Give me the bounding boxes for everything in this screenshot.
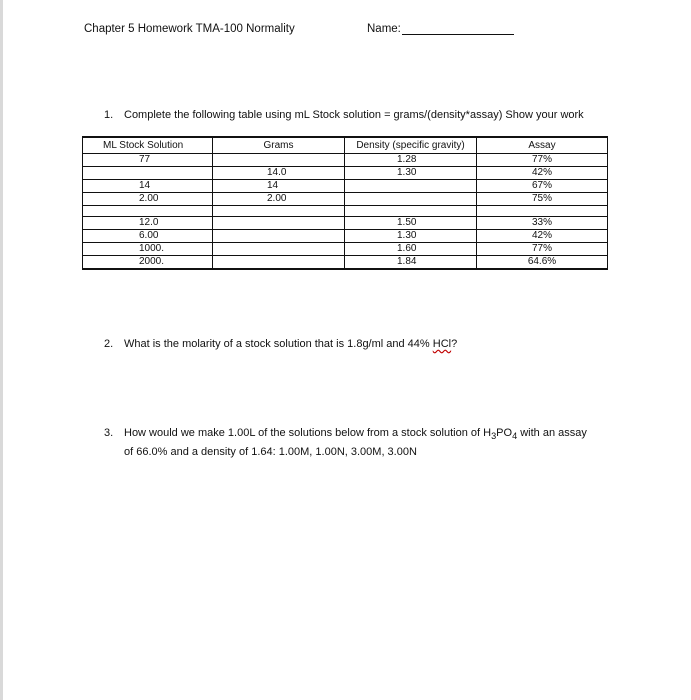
table-row: [83, 180, 608, 193]
question-2-text: What is the molarity of a stock solution that is 1.8g/ml and 44%: [124, 338, 433, 350]
cell-density[interactable]: [345, 206, 477, 217]
name-label: Name:: [367, 23, 401, 35]
cell-assay[interactable]: 42%: [477, 230, 608, 243]
cell-assay[interactable]: 75%: [477, 193, 608, 206]
cell-grams[interactable]: [213, 217, 345, 230]
question-3-text-a: How would we make 1.00L of the solutions below from a stock solution of H: [124, 427, 492, 439]
cell-stock[interactable]: 2.00: [83, 193, 213, 206]
header-assay: Assay: [477, 137, 608, 154]
normality-table: [82, 136, 608, 270]
subscript-3: 3: [491, 431, 497, 442]
cell-density[interactable]: [345, 193, 477, 206]
cell-grams[interactable]: [213, 206, 345, 217]
cell-grams[interactable]: 14.0: [213, 167, 345, 180]
cell-density[interactable]: 1.30: [345, 167, 477, 180]
cell-density[interactable]: 1.84: [345, 256, 477, 270]
cell-assay[interactable]: 42%: [477, 167, 608, 180]
cell-density[interactable]: 1.60: [345, 243, 477, 256]
name-blank-line[interactable]: [402, 23, 514, 35]
table-header-row: [83, 137, 608, 154]
cell-stock[interactable]: 12.0: [83, 217, 213, 230]
cell-density[interactable]: 1.50: [345, 217, 477, 230]
cell-assay[interactable]: 77%: [477, 243, 608, 256]
name-field: [367, 23, 514, 35]
header-grams: Grams: [213, 137, 345, 154]
question-1-number: 1.: [104, 109, 114, 121]
header-density: Density (specific gravity): [345, 137, 477, 154]
table-row-blank: [83, 206, 608, 217]
question-3-number: 3.: [104, 427, 114, 439]
question-3: [104, 425, 624, 460]
cell-grams[interactable]: [213, 230, 345, 243]
table-row: [83, 230, 608, 243]
cell-assay[interactable]: [477, 206, 608, 217]
cell-grams[interactable]: [213, 154, 345, 167]
table-row: [83, 243, 608, 256]
cell-density[interactable]: 1.28: [345, 154, 477, 167]
header-ml-stock-solution: ML Stock Solution: [83, 137, 213, 154]
cell-stock[interactable]: 6.00: [83, 230, 213, 243]
cell-stock[interactable]: [83, 167, 213, 180]
cell-grams[interactable]: [213, 243, 345, 256]
cell-assay[interactable]: 77%: [477, 154, 608, 167]
cell-stock[interactable]: 77: [83, 154, 213, 167]
page-left-edge: [0, 0, 3, 700]
cell-density[interactable]: [345, 180, 477, 193]
cell-stock[interactable]: 2000.: [83, 256, 213, 270]
cell-assay[interactable]: 33%: [477, 217, 608, 230]
question-3-text-c: with an assay: [517, 427, 587, 439]
cell-density[interactable]: 1.30: [345, 230, 477, 243]
spellcheck-flagged-word[interactable]: HCl: [432, 338, 452, 350]
cell-stock[interactable]: 14: [83, 180, 213, 193]
subscript-4: 4: [512, 431, 518, 442]
table-row: [83, 154, 608, 167]
question-1: [104, 109, 584, 121]
cell-stock[interactable]: [83, 206, 213, 217]
table-row: [83, 193, 608, 206]
question-3-text-b: PO: [496, 427, 513, 439]
cell-grams[interactable]: [213, 256, 345, 270]
cell-assay[interactable]: 67%: [477, 180, 608, 193]
cell-grams[interactable]: 2.00: [213, 193, 345, 206]
table-row: [83, 256, 608, 270]
question-2-text-end: ?: [451, 338, 458, 350]
table-row: [83, 167, 608, 180]
question-3-line-1: [104, 425, 624, 444]
cell-stock[interactable]: 1000.: [83, 243, 213, 256]
question-2: [104, 338, 457, 350]
document-title: Chapter 5 Homework TMA-100 Normality: [84, 23, 295, 35]
table-row: [83, 217, 608, 230]
cell-assay[interactable]: 64.6%: [477, 256, 608, 270]
question-3-line-2: of 66.0% and a density of 1.64: 1.00M, 1.00N, 3.00M, 3.00N: [124, 446, 417, 459]
cell-grams[interactable]: 14: [213, 180, 345, 193]
question-1-text: Complete the following table using mL Stock solution = grams/(density*assay) Show your work: [124, 109, 584, 121]
question-2-number: 2.: [104, 338, 114, 350]
